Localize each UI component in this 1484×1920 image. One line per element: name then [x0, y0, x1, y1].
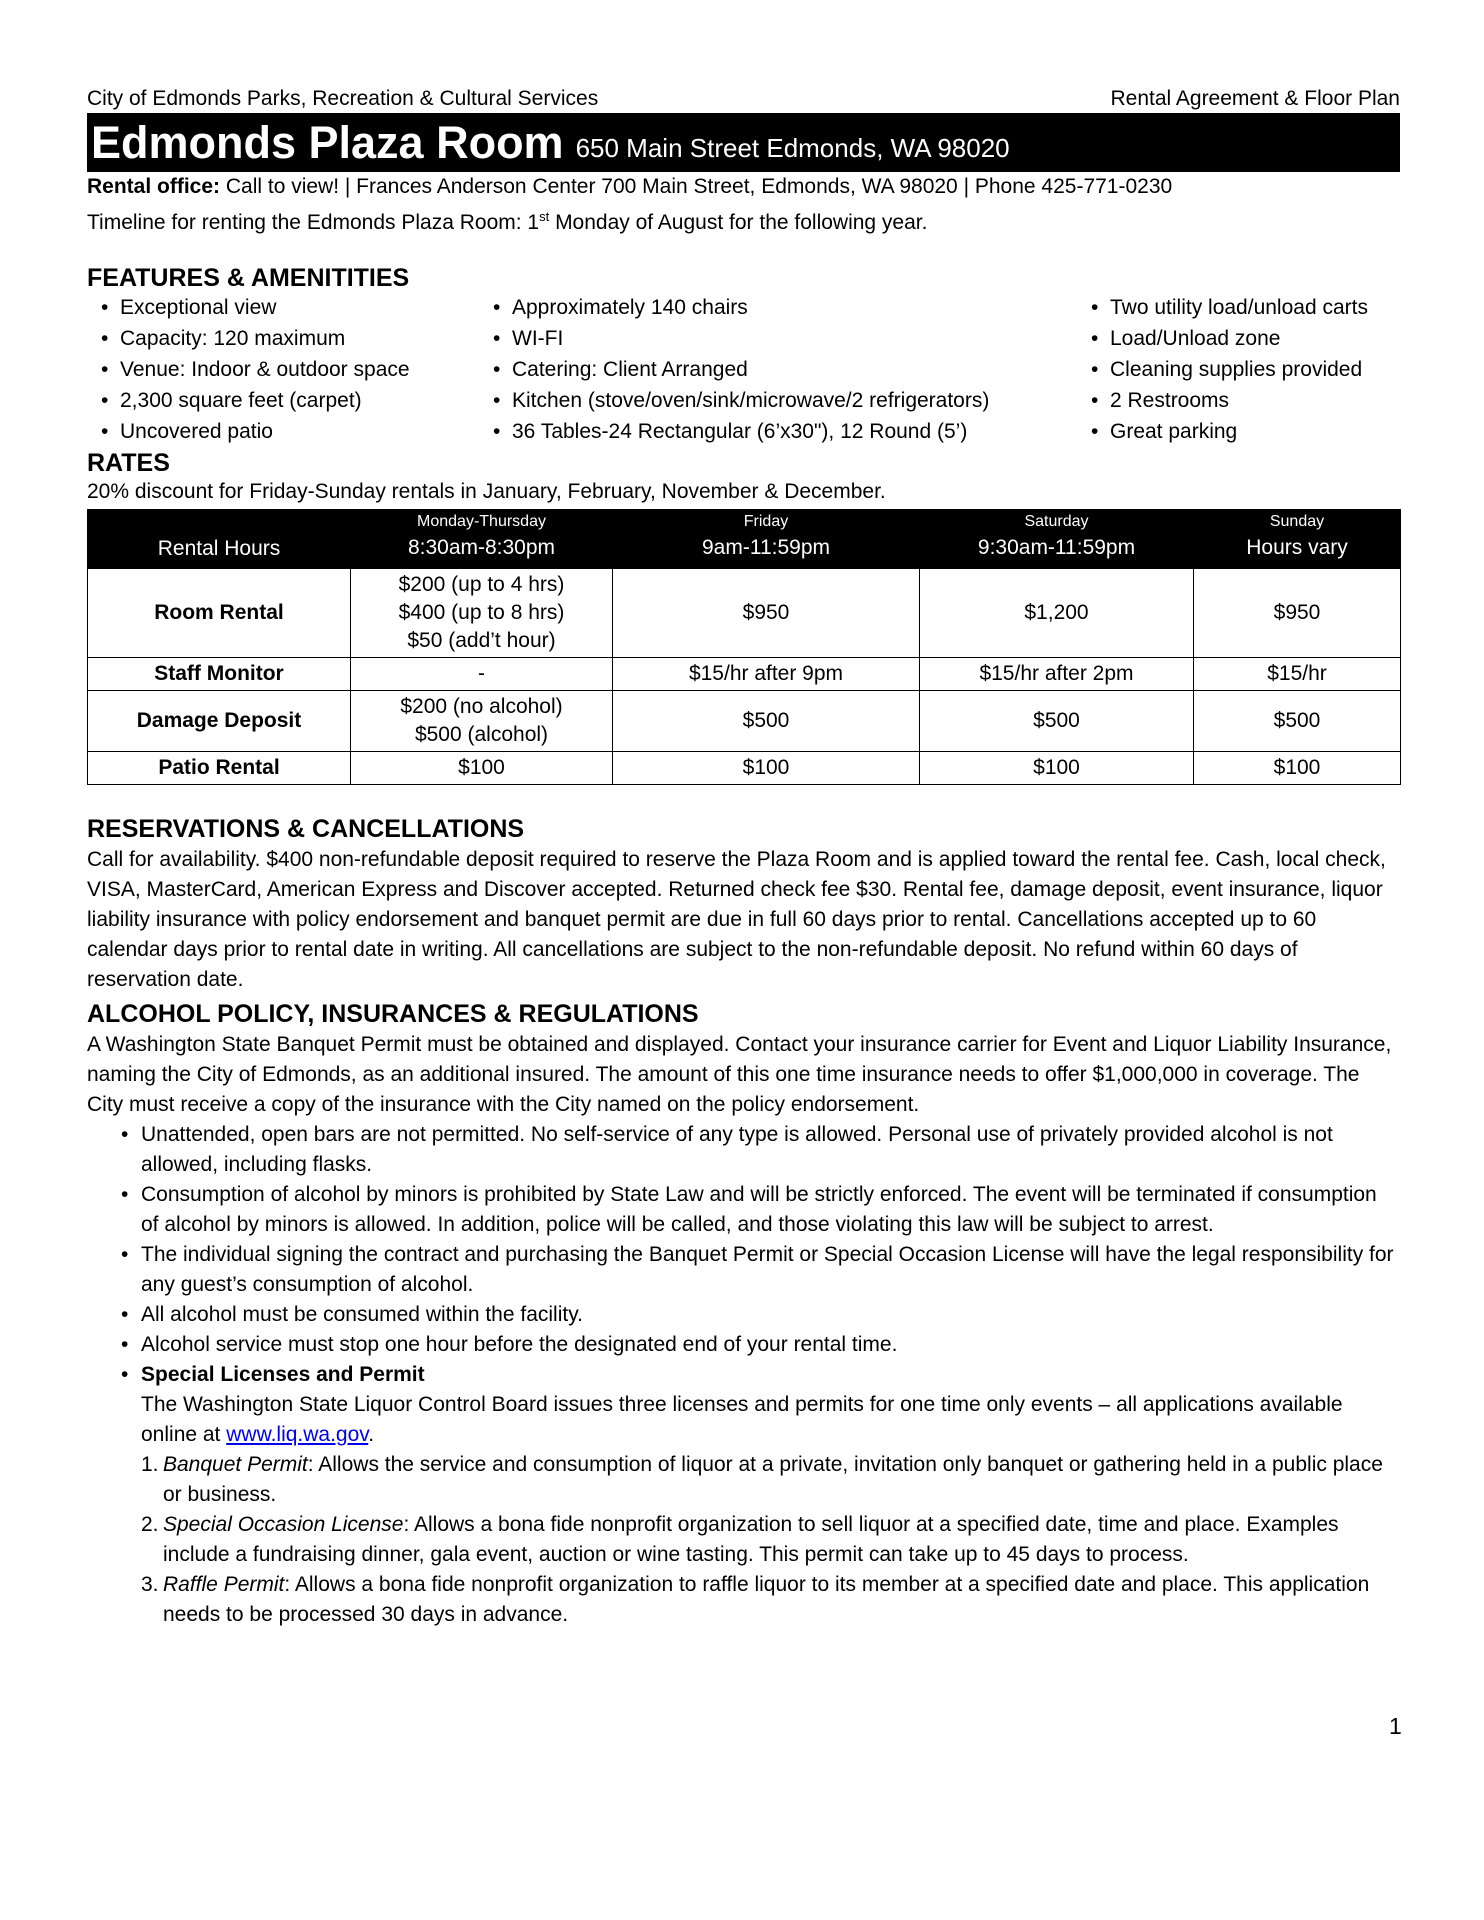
hours-label: 8:30am-8:30pm — [407, 536, 556, 559]
permit-number: 3. — [141, 1573, 159, 1596]
rates-header-cell — [613, 510, 920, 569]
rates-cell — [1194, 569, 1401, 658]
feature-item: • Catering: Client Arranged — [479, 354, 1077, 385]
rates-cell-line: $100 — [742, 756, 790, 779]
page — [87, 86, 1400, 1630]
reservations-heading: RESERVATIONS & CANCELLATIONS — [87, 815, 525, 843]
alcohol-rule: • The individual signing the contract and purchasing the Banquet Permit or Special Occasion License will have the legal responsibility for any guest’s consumption of alcohol. — [87, 1240, 1400, 1300]
features-heading: FEATURES & AMENITITIES — [87, 264, 410, 292]
hours-label: Hours vary — [1246, 536, 1348, 559]
rates-row-label: Room Rental — [88, 569, 351, 658]
rates-header-cell — [351, 510, 613, 569]
timeline-after: Monday of August for the following year. — [549, 211, 928, 234]
feature-item: • WI-FI — [479, 323, 1077, 354]
feature-item: • Capacity: 120 maximum — [87, 323, 479, 354]
rates-cell-line: $200 (up to 4 hrs) — [398, 573, 565, 596]
title-bar — [87, 113, 1400, 172]
rates-header-cell — [920, 510, 1194, 569]
permit-term: Special Occasion License — [163, 1513, 404, 1536]
rates-cell-line: $100 — [1273, 756, 1321, 779]
features-col-2 — [479, 292, 1077, 447]
timeline-text: Timeline for renting the Edmonds Plaza Room: 1 — [87, 211, 540, 234]
rates-cell — [351, 658, 613, 691]
rates-header-row — [88, 510, 1401, 569]
feature-item: • Approximately 140 chairs — [479, 292, 1077, 323]
alcohol-rule: • All alcohol must be consumed within the facility. — [87, 1300, 1400, 1330]
header-left: City of Edmonds Parks, Recreation & Cultural Services — [87, 87, 599, 110]
rates-row-label: Patio Rental — [88, 752, 351, 785]
rates-cell-line: $100 — [458, 756, 505, 779]
rates-cell-line: $400 (up to 8 hrs) — [398, 601, 565, 624]
rates-cell — [1194, 658, 1401, 691]
feature-item: • Great parking — [1077, 416, 1400, 447]
timeline-sup: st — [539, 209, 550, 224]
rates-cell-line: $500 (alcohol) — [414, 723, 549, 746]
rates-cell-line: $500 — [1033, 709, 1080, 732]
hours-label: 9am-11:59pm — [701, 536, 830, 559]
alcohol-rule: • Consumption of alcohol by minors is prohibited by State Law and will be strictly enforced. The event will be terminated if consumption of alcohol by minors is allowed. In addition, police will be called, and those violating this law will be subject to arrest. — [87, 1180, 1400, 1240]
reservations-text: Call for availability. $400 non-refundable deposit required to reserve the Plaza Room and is applied toward the rental fee. Cash, local check, VISA, MasterCard, American Express and Discover accepted. Returned check fee $30. Rental fee, damage deposit, event insurance, liquor liability insurance with policy endorsement and banquet permit are due in full 60 days prior to rental. Cancellations accepted up to 60 calendar days prior to rental date in writing. All cancellations are subject to the non-refundable deposit. No refund within 60 days of reservation date. — [87, 848, 1386, 991]
rates-body — [88, 569, 1401, 785]
rates-row — [88, 658, 1401, 691]
rates-row-label: Staff Monitor — [88, 658, 351, 691]
rates-cell — [351, 752, 613, 785]
liquor-board-link[interactable]: www.liq.wa.gov — [226, 1423, 369, 1446]
day-label: Friday — [743, 513, 789, 530]
alcohol-intro: A Washington State Banquet Permit must be obtained and displayed. Contact your insurance carrier for Event and Liquor Liability Insurance, naming the City of Edmonds, as an additional insured. The amount of this one time insurance needs to offer $1,000,000 in coverage. The City must receive a copy of the insurance with the City named on the policy endorsement. — [87, 1033, 1392, 1116]
running-header — [87, 86, 1400, 112]
rental-office-line — [87, 172, 1400, 202]
feature-item: • 2,300 square feet (carpet) — [87, 385, 479, 416]
rates-cell-line: $15/hr after 2pm — [979, 662, 1134, 685]
rates-cell — [920, 691, 1194, 752]
page-number: 1 — [1389, 1713, 1402, 1739]
rates-row — [88, 752, 1401, 785]
hours-label: 9:30am-11:59pm — [977, 536, 1136, 559]
rates-cell — [1194, 691, 1401, 752]
features-col-1 — [87, 292, 479, 447]
permit-text: : Allows a bona fide nonprofit organization to raffle liquor to its member at a specified date and place. This application needs to be processed 30 days in advance. — [163, 1573, 1370, 1626]
rates-cell-line: $500 — [1273, 709, 1321, 732]
rates-cell-line: $50 (add’t hour) — [407, 629, 556, 652]
alcohol-rule: • Unattended, open bars are not permitted. No self-service of any type is allowed. Personal use of privately provided alcohol is not allowed, including flasks. — [87, 1120, 1400, 1180]
alcohol-heading: ALCOHOL POLICY, INSURANCES & REGULATIONS — [87, 1000, 699, 1028]
permit-number: 2. — [141, 1513, 159, 1536]
rates-cell — [351, 691, 613, 752]
permit-term: Raffle Permit — [163, 1573, 285, 1596]
permit-text: : Allows the service and consumption of liquor at a private, invitation only banquet or gathering held in a public place or business. — [163, 1453, 1383, 1506]
timeline-line — [87, 202, 1400, 238]
special-licenses-title: Special Licenses and Permit — [141, 1363, 425, 1386]
permit-list — [87, 1450, 1400, 1630]
feature-item: • Uncovered patio — [87, 416, 479, 447]
rates-cell-line: $1,200 — [1024, 601, 1089, 624]
rates-cell — [1194, 752, 1401, 785]
special-licenses-item — [87, 1360, 1400, 1450]
rates-cell — [920, 569, 1194, 658]
header-right: Rental Agreement & Floor Plan — [1110, 87, 1400, 110]
rates-cell — [613, 691, 920, 752]
feature-item: • Load/Unload zone — [1077, 323, 1400, 354]
rates-cell-line: $950 — [1273, 601, 1321, 624]
rates-header-label — [88, 510, 351, 569]
rates-cell — [920, 658, 1194, 691]
rates-header-cell — [1194, 510, 1401, 569]
rental-office-text: Call to view! | Frances Anderson Center 700 Main Street, Edmonds, WA 98020 | Phone 425-771-0230 — [220, 175, 1173, 198]
day-label: Monday-Thursday — [417, 513, 546, 530]
feature-item: • Exceptional view — [87, 292, 479, 323]
permit-number: 1. — [141, 1453, 159, 1476]
rates-cell — [613, 569, 920, 658]
rates-heading: RATES — [87, 449, 170, 477]
rates-cell — [613, 658, 920, 691]
alcohol-bullets — [87, 1120, 1400, 1360]
special-licenses — [87, 1360, 1400, 1450]
title-address: 650 Main Street Edmonds, WA 98020 — [575, 133, 1010, 163]
rates-cell-line: - — [478, 662, 485, 685]
rates-cell — [920, 752, 1194, 785]
features-list — [87, 292, 1400, 447]
rates-cell — [351, 569, 613, 658]
permit-item — [87, 1570, 1400, 1630]
feature-item: • Venue: Indoor & outdoor space — [87, 354, 479, 385]
day-label: Sunday — [1269, 513, 1325, 530]
rates-cell-line: $200 (no alcohol) — [400, 695, 563, 718]
rates-cell-line: $950 — [742, 601, 790, 624]
feature-item: • 36 Tables-24 Rectangular (6’x30"), 12 Round (5’) — [479, 416, 1077, 447]
permit-term: Banquet Permit — [163, 1453, 308, 1476]
rates-discount: 20% discount for Friday-Sunday rentals in January, February, November & December. — [87, 480, 886, 503]
rates-cell-line: $500 — [742, 709, 790, 732]
permit-item — [87, 1510, 1400, 1570]
special-licenses-text: The Washington State Liquor Control Board issues three licenses and permits for one time only events – all applications available online at — [141, 1393, 1343, 1446]
permit-item — [87, 1450, 1400, 1510]
feature-item: • Kitchen (stove/oven/sink/microwave/2 refrigerators) — [479, 385, 1077, 416]
rates-table — [87, 509, 1401, 785]
rates-cell — [613, 752, 920, 785]
feature-item: • Two utility load/unload carts — [1077, 292, 1400, 323]
rates-cell-line: $15/hr after 9pm — [688, 662, 844, 685]
feature-item: • 2 Restrooms — [1077, 385, 1400, 416]
permit-text: : Allows a bona fide nonprofit organization to sell liquor at a specified date, time and place. Examples include a fundraising dinner, gala event, auction or wine tasting. This permit can take up to 45 days to process. — [163, 1513, 1339, 1566]
rates-row — [88, 569, 1401, 658]
rates-row — [88, 691, 1401, 752]
rates-cell-line: $100 — [1033, 756, 1080, 779]
page-title: Edmonds Plaza Room — [91, 117, 564, 168]
rental-office-label: Rental office: — [87, 175, 221, 198]
features-col-3 — [1077, 292, 1400, 447]
day-label: Saturday — [1024, 513, 1089, 530]
special-licenses-after: . — [368, 1423, 375, 1446]
alcohol-rule: • Alcohol service must stop one hour before the designated end of your rental time. — [87, 1330, 1400, 1360]
feature-item: • Cleaning supplies provided — [1077, 354, 1400, 385]
rates-cell-line: $15/hr — [1267, 662, 1327, 685]
rates-row-label: Damage Deposit — [88, 691, 351, 752]
rental-hours-label: Rental Hours — [157, 537, 281, 560]
